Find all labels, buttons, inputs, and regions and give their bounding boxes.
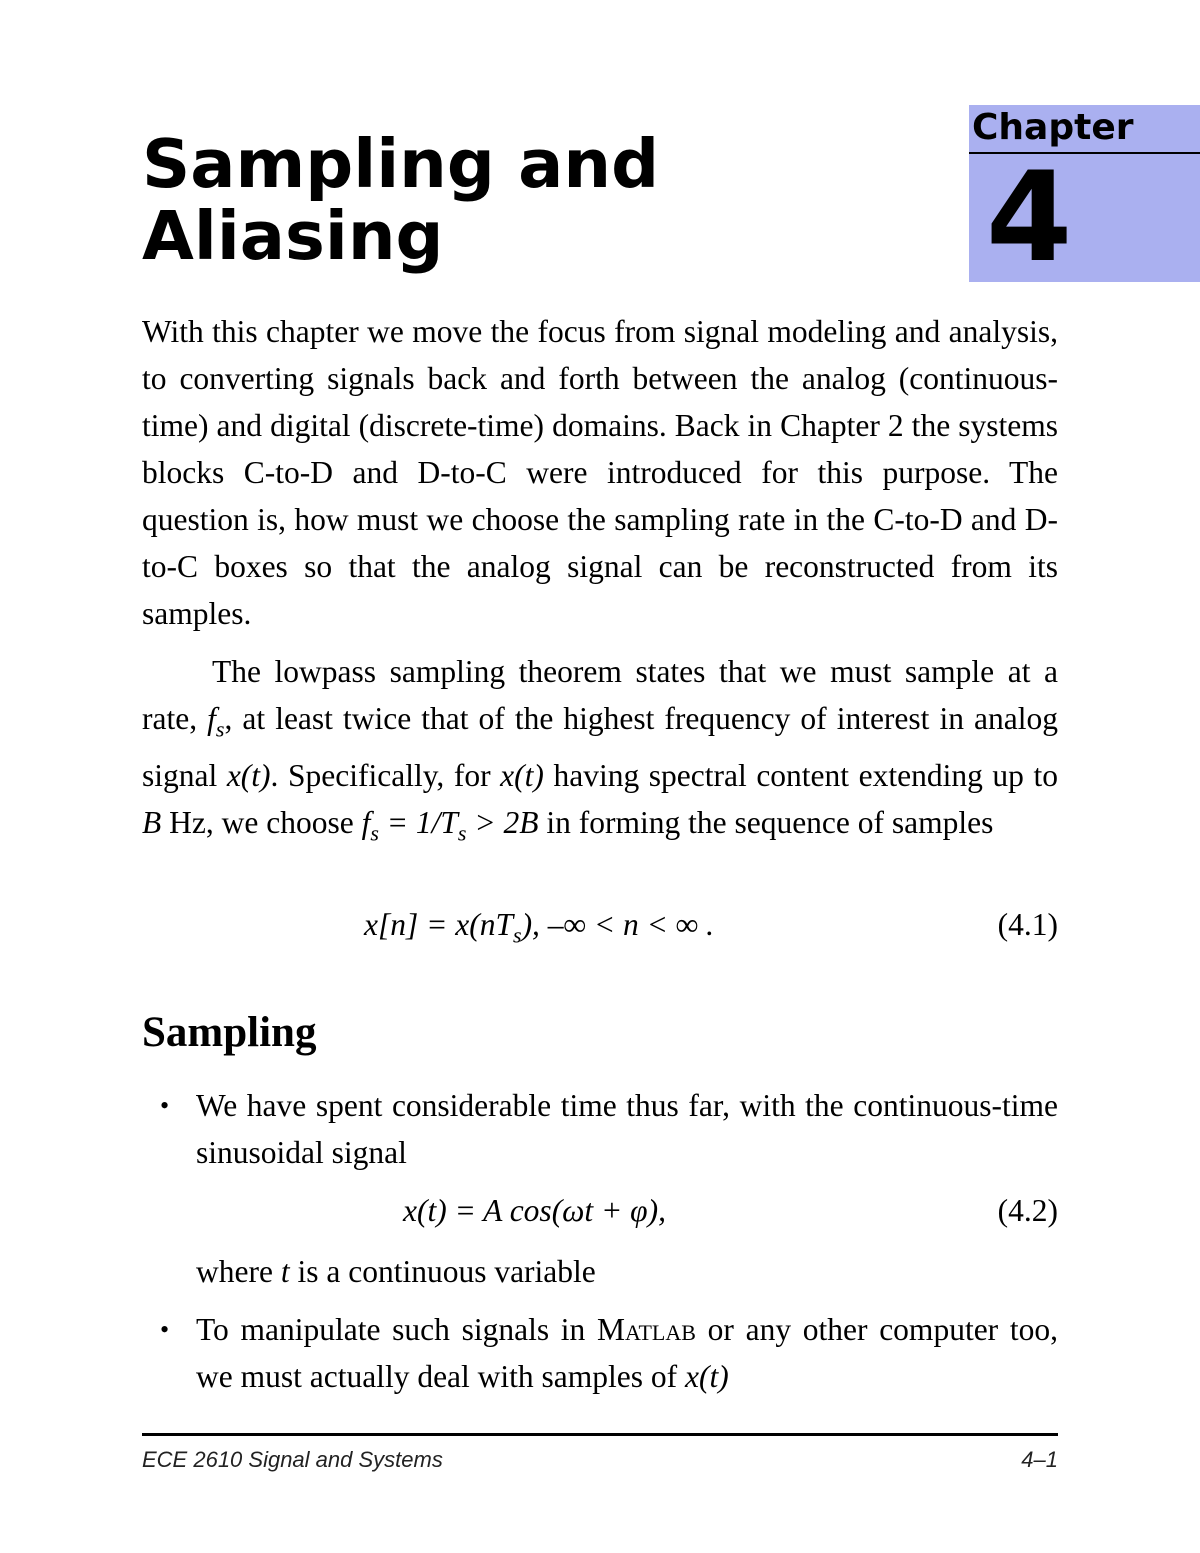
title-line-1: Sampling and xyxy=(142,125,660,203)
xt-symbol-1: x(t) xyxy=(226,758,271,794)
bullet-icon: • xyxy=(160,1315,170,1344)
bullet-item-2: To manipulate such signals in Matlab or any other computer too, we must actually deal with samples of x(t) xyxy=(196,1312,1058,1394)
equation-4-2: x(t) = A cos(ωt + φ), xyxy=(403,1193,666,1228)
bullet-item-1: We have spent considerable time thus far, with the continuous-time sinusoidal signal xyxy=(196,1088,1058,1170)
p2-text-f: in forming the sequence of samples xyxy=(538,805,994,841)
title-line-2: Aliasing xyxy=(142,197,444,275)
xt-symbol-3: x(t) xyxy=(685,1359,729,1394)
chapter-label: Chapter xyxy=(972,107,1134,148)
bullet-icon: • xyxy=(160,1091,170,1120)
intro-paragraph-2 xyxy=(142,648,1058,857)
p2-text-b: , at least twice that of the highest frequency of interest in analog signal xyxy=(142,701,1058,794)
after-equation-text: where t is a continuous variable xyxy=(196,1254,596,1289)
page-number: 4–1 xyxy=(1021,1447,1058,1472)
equation-number-4-1: (4.1) xyxy=(997,907,1058,942)
matlab-name: Matlab xyxy=(597,1312,696,1347)
chapter-number: 4 xyxy=(986,146,1073,290)
equation-number-4-2: (4.2) xyxy=(997,1193,1058,1228)
p2-text-c: . Specifically, for xyxy=(270,758,501,794)
fs-symbol: $f_s$ xyxy=(207,701,225,742)
p2-text-a: The lowpass sampling theorem states that we must sample at a rate, xyxy=(142,654,1058,736)
fs-equation-inline: $f_s = 1/T_s > 2B$ xyxy=(361,805,539,846)
intro-paragraph-1: With this chapter we move the focus from signal modeling and analysis, to converting signals back and forth between the analog (continuous-time) and digital (discrete-time) domains. Back in Chapter 2 the systems blocks C-to-D and D-to-C were introduced for this purpose. The question is, how must we choose the sampling rate in the C-to-D and D-to-C boxes so that the analog signal can be reconstructed from its samples. xyxy=(142,314,1058,631)
b-symbol: B xyxy=(142,805,162,841)
footer-course: ECE 2610 Signal and Systems xyxy=(142,1447,443,1472)
page-title xyxy=(142,125,660,275)
footer-divider xyxy=(142,1433,1058,1436)
xt-symbol-2: x(t) xyxy=(500,758,544,794)
equation-4-1: $x[n] = x(nT_s)$, –∞ < n < ∞ . xyxy=(364,907,714,948)
p2-text-d: having spectral content extending up to xyxy=(543,758,1058,794)
p2-text-e: Hz, we choose xyxy=(161,805,362,841)
section-heading: Sampling xyxy=(142,1009,317,1056)
